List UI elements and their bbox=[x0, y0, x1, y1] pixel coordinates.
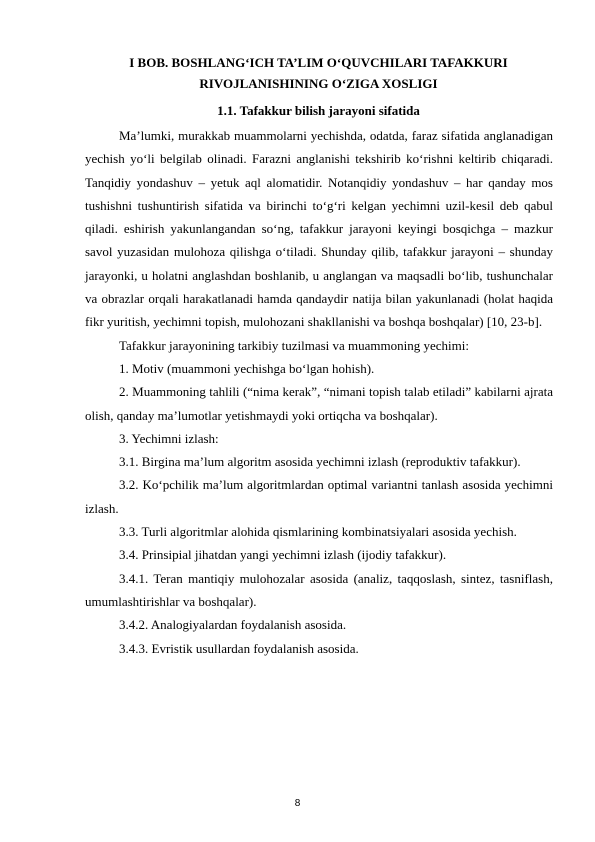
paragraph: Tafakkur jarayonining tarkibiy tuzilmasi va muammoning yechimi: bbox=[119, 337, 470, 353]
list-item: 3.4. Prinsipial jihatdan yangi yechimni izlash (ijodiy tafakkur). bbox=[119, 547, 447, 563]
list-item: 3.3. Turli algoritmlar alohida qismlarining kombinatsiyalari asosida yechish. bbox=[119, 524, 517, 540]
list-item: 1. Motiv (muammoni yechishga bo‘lgan hohish). bbox=[119, 360, 375, 376]
list-item: 3.1. Birgina ma’lum algoritm asosida yechimni izlash (reproduktiv tafakkur). bbox=[119, 454, 521, 470]
section-title: 1.1. Tafakkur bilish jarayoni sifatida bbox=[217, 103, 420, 118]
paragraph: Ma’lumki, murakkab muammolarni yechishda, odatda, faraz sifatida anglanadigan yechish yo‘li belgilab olinadi. Farazni anglanishi tekshirib ko‘rishni keltirib chiqaradi. Tanqidiy yondashuv – yetuk aql alomatidir. Notanqidiy yondashuv – har qanday mos tushishni tushuntirish sifatida va birinchi to‘g‘ri kelgan yechimni uzil-kesil deb qabul qiladi. eshirish yakunlangandan so‘ng, tafakkur jarayoni keyingi bosqichga – mazkur savol yuzasidan mulohoza qilishga o‘tiladi. Shunday qilib, tafakkur jarayoni – shunday jarayonki, u holatni anglashdan boshlanib, u anglangan va maqsadli bo‘lib, tushunchalar va obrazlar orqali harakatlanadi hamda qandaydir natija bilan yakunlanadi (holat haqida fikr yuritish, yechimni topish, mulohozani shakllanishi va boshqa boshqalar) [10, 23-b]. bbox=[85, 128, 553, 330]
chapter-title-line-1: I BOB. BOSHLANG‘ICH TA’LIM O‘QUVCHILARI TAFAKKURI bbox=[129, 55, 508, 70]
list-item: 3.4.3. Evristik usullardan foydalanish asosida. bbox=[119, 640, 359, 656]
list-item: 3. Yechimni izlash: bbox=[119, 430, 219, 446]
list-item: 3.2. Ko‘pchilik ma’lum algoritmlardan optimal variantni tanlash asosida yechimni izlash. bbox=[85, 477, 553, 516]
chapter-title bbox=[85, 52, 552, 94]
chapter-title-line-2: RIVOJLANISHINING O‘ZIGA XOSLIGI bbox=[199, 76, 438, 91]
list-item: 3.4.2. Analogiyalardan foydalanish asosida. bbox=[119, 617, 347, 633]
body-text bbox=[85, 124, 553, 660]
page-number: 8 bbox=[294, 798, 301, 809]
list-item: 3.4.1. Teran mantiqiy mulohozalar asosida (analiz, taqqoslash, sintez, tasniflash, umumlashtirishlar va boshqalar). bbox=[85, 570, 553, 609]
list-item: 2. Muammoning tahlili (“nima kerak”, “nimani topish talab etiladi” kabilarni ajrata olish, qanday ma’lumotlar yetishmaydi yoki ortiqcha va boshqalar). bbox=[85, 384, 553, 423]
